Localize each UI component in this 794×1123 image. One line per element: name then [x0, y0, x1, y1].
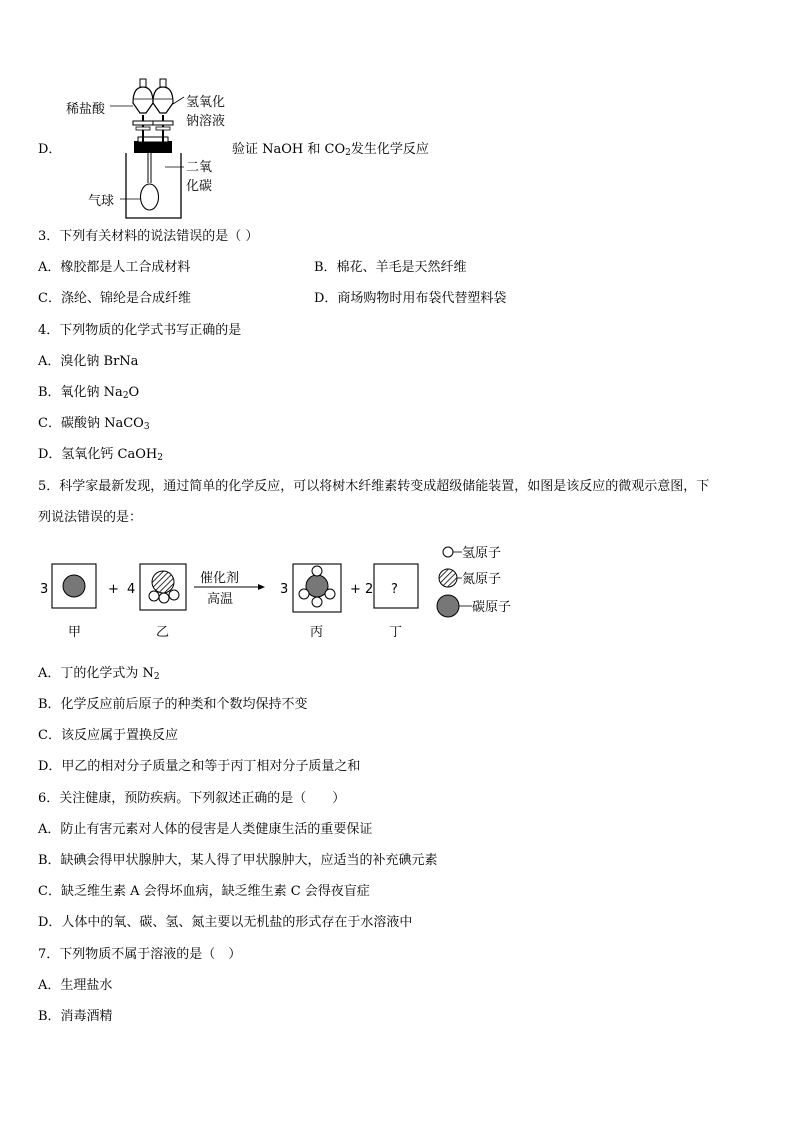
- catalyst-label: 催化剂: [200, 571, 240, 586]
- q3-option-b: B．棉花、羊毛是天然纤维: [314, 260, 467, 275]
- coef-yi: 4: [127, 582, 136, 597]
- q5-stem-line2: 列说法错误的是：: [38, 510, 143, 525]
- label-naoh-line2: 钠溶液: [186, 114, 226, 129]
- q5-stem-line1: 5．科学家最新发现，通过简单的化学反应，可以将树木纤维素转变成超级储能装置，如图是该反应的微观示意图，下: [38, 479, 710, 494]
- q5-option-c: C．该反应属于置换反应: [38, 728, 178, 743]
- legend-carbon-icon: [437, 595, 459, 617]
- coef-jia: 3: [40, 582, 49, 597]
- q2-option-d-label: D．: [38, 142, 62, 157]
- carbon-atom: [63, 575, 85, 597]
- legend-nitrogen-icon: [439, 569, 457, 587]
- q4-option-a: A．溴化钠 BrNa: [38, 354, 139, 369]
- label-balloon: 气球: [88, 194, 115, 209]
- label-naoh-line1: 氢氧化: [186, 95, 226, 110]
- legend-hydrogen-icon: [443, 547, 453, 557]
- hydrogen-atom: [299, 589, 309, 599]
- hydrogen-atom: [149, 591, 159, 601]
- name-ding: 丁: [389, 625, 403, 640]
- label-co2-line2: 化碳: [186, 179, 213, 194]
- plus-2: + 2: [350, 582, 374, 597]
- reaction-micro-diagram: [30, 540, 550, 645]
- label-co2-line1: 二氧: [186, 160, 213, 175]
- q4-option-d: D．氢氧化钙 CaOH$_2$: [38, 447, 163, 463]
- q6-option-c: C．缺乏维生素 A 会得坏血病，缺乏维生素 C 会得夜盲症: [38, 884, 370, 899]
- q2d-description: 验证 NaOH 和 $CO_2$发生化学反应: [232, 142, 429, 158]
- legend-hydrogen: 氢原子: [462, 546, 502, 561]
- q6-option-d: D．人体中的氧、碳、氢、氮主要以无机盐的形式存在于水溶液中: [38, 915, 413, 930]
- hydrogen-atom: [312, 597, 322, 607]
- unknown-mark: ?: [391, 582, 398, 597]
- q6-option-a: A．防止有害元素对人体的侵害是人类健康生活的重要保证: [38, 822, 373, 837]
- q7-stem: 7．下列物质不属于溶液的是（ ）: [38, 947, 242, 962]
- name-bing: 丙: [310, 625, 324, 640]
- condition-label: 高温: [207, 592, 234, 607]
- q3-option-a: A．橡胶都是人工合成材料: [38, 260, 191, 275]
- plus-1: +: [108, 582, 119, 597]
- q6-stem: 6．关注健康，预防疾病。下列叙述正确的是（ ）: [38, 791, 346, 806]
- hydrogen-atom: [312, 566, 322, 576]
- q7-option-b: B．消毒酒精: [38, 1009, 113, 1024]
- q7-option-a: A．生理盐水: [38, 978, 113, 993]
- q3-option-d: D．商场购物时用布袋代替塑料袋: [314, 291, 507, 306]
- q5-option-a: A．丁的化学式为 $N_2$: [38, 666, 160, 682]
- q3-stem: 3．下列有关材料的说法错误的是（ ）: [38, 229, 259, 244]
- hydrogen-atom: [159, 593, 169, 603]
- q4-option-b: B．氧化钠 $Na_2O$: [38, 385, 140, 401]
- q5-option-d: D．甲乙的相对分子质量之和等于丙丁相对分子质量之和: [38, 759, 361, 774]
- legend-carbon: 碳原子: [472, 600, 512, 615]
- hydrogen-atom: [325, 589, 335, 599]
- legend-nitrogen: 氮原子: [462, 572, 502, 587]
- q5-option-b: B．化学反应前后原子的种类和个数均保持不变: [38, 697, 308, 712]
- coef-bing: 3: [280, 582, 289, 597]
- q4-stem: 4．下列物质的化学式书写正确的是: [38, 323, 242, 338]
- nitrogen-atom: [152, 571, 174, 593]
- q4-option-c: C．碳酸钠 NaCO$_3$: [38, 416, 150, 432]
- q6-option-b: B．缺碘会得甲状腺肿大，某人得了甲状腺肿大，应适当的补充碘元素: [38, 853, 438, 868]
- label-dilute-hcl: 稀盐酸: [66, 102, 106, 117]
- name-yi: 乙: [156, 625, 170, 640]
- hydrogen-atom: [169, 590, 179, 600]
- name-jia: 甲: [68, 625, 82, 640]
- q3-option-c: C．涤纶、锦纶是合成纤维: [38, 291, 191, 306]
